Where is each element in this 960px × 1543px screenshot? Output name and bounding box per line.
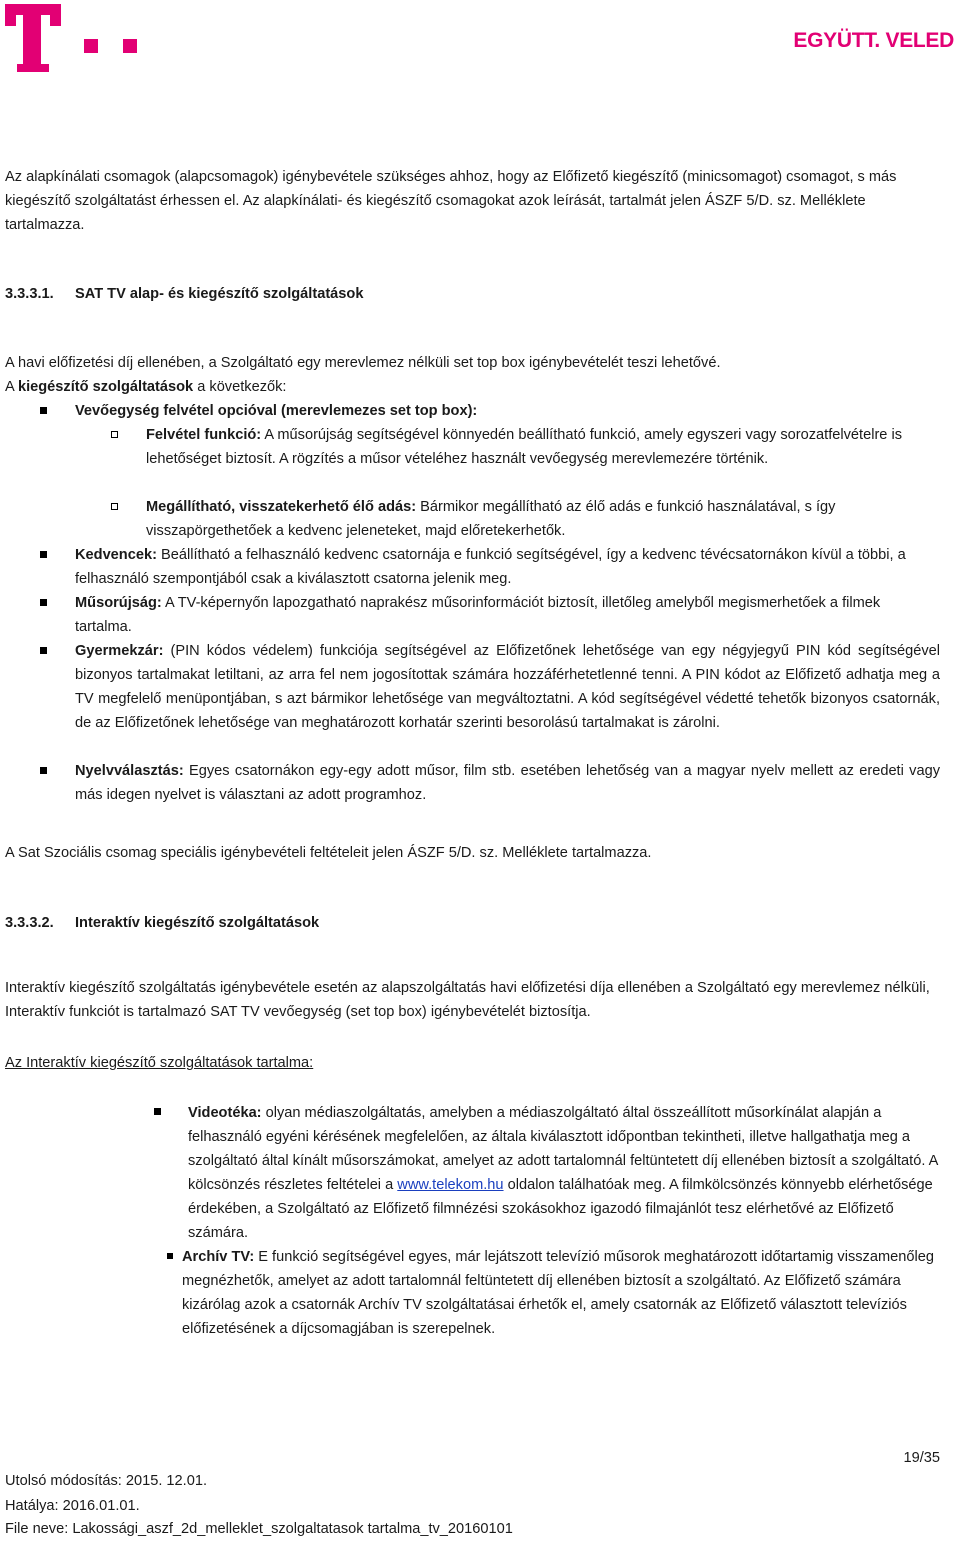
- bullet-square-icon: [40, 647, 47, 654]
- footer-modified: Utolsó módosítás: 2015. 12.01.: [5, 1473, 208, 1489]
- page-number: 19/35: [903, 1450, 940, 1466]
- sub-bullet-icon: [111, 431, 118, 438]
- section-paragraph: Interaktív kiegészítő szolgáltatás igénybevétele esetén az alapszolgáltatás havi előfizetési díja ellenében a Szolgáltató egy merevlemez nélküli, Interaktív funkciót is tartalmazó SAT TV vevőegység (set top box) igénybevételét biztosítja.: [5, 980, 930, 1020]
- section-title: Interaktív kiegészítő szolgáltatások: [75, 915, 320, 931]
- brand-tagline: EGYÜTT. VELED: [793, 29, 954, 52]
- list-item-text: Beállítható a felhasználó kedvenc csatornája e funkció segítségével, így a kedvenc tévécsatornákon kívül a többi, a felhasználó szempontjából csak a kiválasztott csatorna jelenik meg.: [75, 547, 906, 587]
- sub-list-item: [146, 423, 936, 471]
- sub-list-item-term: Felvétel funkció:: [146, 427, 262, 443]
- list-item: [75, 543, 940, 591]
- bullet-square-icon: [40, 551, 47, 558]
- footer-filename: File neve: Lakossági_aszf_2d_melleklet_szolgaltatasok tartalma_tv_20160101: [5, 1521, 513, 1537]
- list-item-term: Videotéka:: [188, 1105, 262, 1121]
- list-intro-suffix: a következők:: [193, 379, 287, 395]
- list-item-text: E funkció segítségével egyes, már lejátszott televízió műsorok meghatározott időtartamig visszamenőleg megnézhetők, amelyet az adott tartalomnál feltüntetett díj ellenében biztosít a szolgáltató. Az Előfizető számára kizárólag azok a csatornák Archív TV szolgáltatásai érhetők el, amely csatornák az Előfizető választott televíziós előfizetésének a díjcsomagjában is szerepelnek.: [182, 1249, 934, 1337]
- list-item-term: Vevőegység felvétel opcióval (merevlemezes set top box):: [75, 403, 478, 419]
- list-item: [182, 1245, 938, 1341]
- footer-effective: Hatálya: 2016.01.01.: [5, 1498, 140, 1514]
- list-item: [75, 639, 940, 735]
- section-heading: [5, 282, 940, 306]
- closing-paragraph: A Sat Szociális csomag speciális igénybevételi feltételeit jelen ÁSZF 5/D. sz. Melléklete tartalmazza.: [5, 845, 652, 861]
- sub-list-item: [146, 495, 936, 543]
- list-item-term: Gyermekzár:: [75, 643, 164, 659]
- telekom-link[interactable]: www.telekom.hu: [397, 1177, 504, 1193]
- list-item: [188, 1101, 938, 1245]
- list-item-text: (PIN kódos védelem) funkciója segítségével az Előfizetőnek lehetősége van egy négyjegyű PIN kód segítségével bizonyos tartalmakat letiltani, az arra fel nem jogosítottak számára hozzáférhetetlenné tenni. A PIN kódot az Előfizető adhatja meg a TV megfelelő menüpontjában, s azt bármikor lehetősége van megváltoztatni. A kód segítségével védetté tehetők bizonyos csatornák, de az Előfizetőnek lehetősége van meghatározott korhatár szerinti besorolású tartalmakat is zárolni.: [75, 643, 940, 731]
- list-item-term: Kedvencek:: [75, 547, 157, 563]
- list-item-text: A TV-képernyőn lapozgatható naprakész műsorinformációt biztosít, illetőleg amelyből megismerhetőek a filmek tartalma.: [75, 595, 881, 635]
- list-item-text: oldalon találhatóak meg. A filmkölcsönzés könnyebb elérhetősége érdekében, a Szolgáltató az Előfizető filmnézési szokásokhoz igazodó filmajánlót tesz elérhetővé az Előfizető számára.: [188, 1177, 933, 1241]
- section-number: 3.3.3.2.: [5, 915, 54, 931]
- section-heading: [5, 911, 940, 935]
- list-intro-prefix: A: [5, 379, 18, 395]
- bullet-square-icon: [167, 1253, 173, 1259]
- sub-bullet-icon: [111, 503, 118, 510]
- telekom-logo: [5, 4, 145, 74]
- section-number: 3.3.3.1.: [5, 286, 54, 302]
- bullet-square-icon: [154, 1108, 161, 1115]
- list-item-term: Archív TV:: [182, 1249, 255, 1265]
- list-item: [75, 759, 940, 807]
- list-intro: [5, 375, 940, 399]
- subheading: Az Interaktív kiegészítő szolgáltatások tartalma:: [5, 1055, 314, 1071]
- section-title: SAT TV alap- és kiegészítő szolgáltatások: [75, 286, 364, 302]
- sub-list-item-text: A műsorújság segítségével könnyedén beállítható funkció, amely egyszeri vagy sorozatfelvételre is lehetőséget biztosít. A rögzítés a műsor vételéhez használt vevőegység merevlemezére történik.: [146, 427, 903, 467]
- list-item: [75, 591, 940, 639]
- list-item-text: Egyes csatornákon egy-egy adott műsor, film stb. esetében lehetőség van a magyar nyelv mellett az eredeti vagy más idegen nyelvet is választani az adott programhoz.: [75, 763, 940, 803]
- list-item-term: Műsorújság:: [75, 595, 162, 611]
- section-paragraph: A havi előfizetési díj ellenében, a Szolgáltató egy merevlemez nélküli set top box igénybevételét teszi lehetővé.: [5, 355, 721, 371]
- bullet-square-icon: [40, 767, 47, 774]
- bullet-square-icon: [40, 407, 47, 414]
- bullet-square-icon: [40, 599, 47, 606]
- sub-list-item-text: Bármikor megállítható az élő adás e funkció használatával, s így visszapörgethetőek a kedvenc jeleneteket, majd előretekerhetők.: [146, 499, 836, 539]
- list-item-text: olyan médiaszolgáltatás, amelyben a médiaszolgáltató által összeállított műsorkínálat alapján a felhasználó egyéni kérésének megfelelően, az általa kiválasztott időpontban tekintheti, illetve hallgathatja meg a szolgáltató által kínált műsorszámokat, amelyet az adott tartalomnál feltüntetett díj ellenében biztosít a szolgáltató. A kölcsönzés részletes feltételei a: [188, 1105, 938, 1193]
- sub-list-item-term: Megállítható, visszatekerhető élő adás:: [146, 499, 417, 515]
- intro-paragraph: Az alapkínálati csomagok (alapcsomagok) igénybevétele szükséges ahhoz, hogy az Előfizető kiegészítő (minicsomagot) csomagot, s más kiegészítő szolgáltatást érhessen el. Az alapkínálati- és kiegészítő csomagokat azok leírását, tartalmát jelen ÁSZF 5/D. sz. Melléklete tartalmazza.: [5, 169, 897, 233]
- list-item-term: Nyelvválasztás:: [75, 763, 184, 779]
- list-item: [75, 399, 940, 423]
- list-intro-bold: kiegészítő szolgáltatások: [17, 379, 194, 395]
